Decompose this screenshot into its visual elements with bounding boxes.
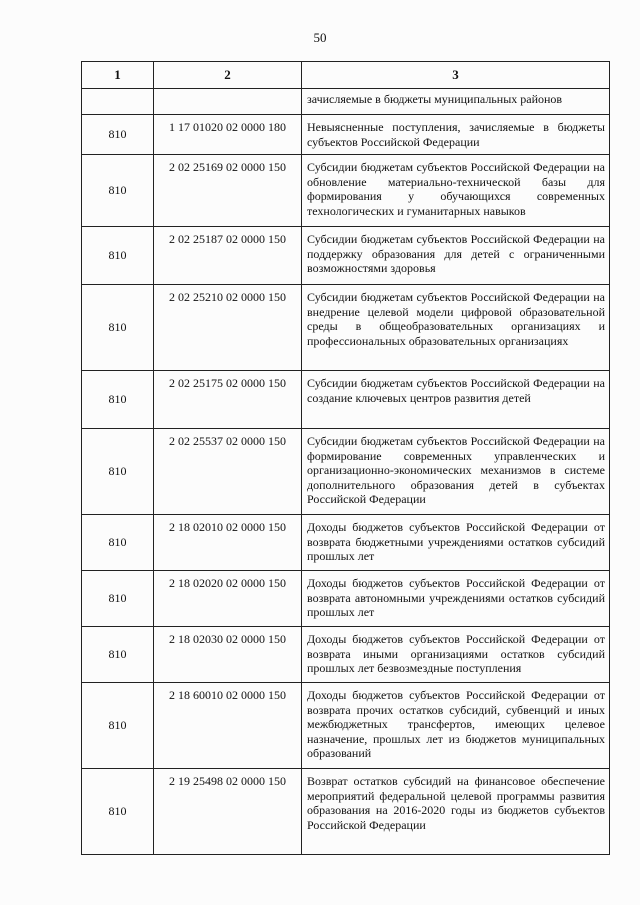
table-row — [82, 683, 610, 769]
continuation-row — [82, 89, 610, 115]
header-col-3: 3 — [302, 62, 610, 89]
table-row — [82, 227, 610, 285]
code-cell: 2 02 25169 02 0000 150 — [154, 155, 302, 227]
code-cell — [154, 89, 302, 115]
admin-cell: 810 — [82, 627, 154, 683]
table-row — [82, 155, 610, 227]
name-cell: Субсидии бюджетам субъектов Российской Федерации на создание ключевых центров развития детей — [302, 371, 610, 429]
admin-cell: 810 — [82, 155, 154, 227]
code-cell: 2 02 25175 02 0000 150 — [154, 371, 302, 429]
table-row — [82, 571, 610, 627]
admin-cell: 810 — [82, 515, 154, 571]
table-row — [82, 115, 610, 155]
name-cell: Доходы бюджетов субъектов Российской Федерации от возврата прочих остатков субсидий, субвенций и иных межбюджетных трансфертов, имеющих целевое назначение, прошлых лет из бюджетов муниципальных образований — [302, 683, 610, 769]
table-row — [82, 429, 610, 515]
table-row — [82, 627, 610, 683]
admin-cell: 810 — [82, 371, 154, 429]
code-cell: 2 18 02010 02 0000 150 — [154, 515, 302, 571]
admin-cell: 810 — [82, 285, 154, 371]
code-cell: 1 17 01020 02 0000 180 — [154, 115, 302, 155]
name-cell: Доходы бюджетов субъектов Российской Федерации от возврата бюджетными учреждениями остатков субсидий прошлых лет — [302, 515, 610, 571]
code-cell: 2 18 02030 02 0000 150 — [154, 627, 302, 683]
name-cell: Возврат остатков субсидий на финансовое обеспечение мероприятий федеральной целевой программы развития образования на 2016-2020 годы из бюджетов субъектов Российской Федерации — [302, 769, 610, 855]
admin-cell: 810 — [82, 429, 154, 515]
table-row — [82, 515, 610, 571]
admin-cell: 810 — [82, 683, 154, 769]
code-cell: 2 02 25187 02 0000 150 — [154, 227, 302, 285]
code-cell: 2 18 02020 02 0000 150 — [154, 571, 302, 627]
name-cell: Субсидии бюджетам субъектов Российской Федерации на обновление материально-технической базы для формирования у обучающихся современных технологических и гуманитарных навыков — [302, 155, 610, 227]
table-row — [82, 371, 610, 429]
name-cell: Доходы бюджетов субъектов Российской Федерации от возврата автономными учреждениями остатков субсидий прошлых лет — [302, 571, 610, 627]
code-cell: 2 18 60010 02 0000 150 — [154, 683, 302, 769]
admin-cell: 810 — [82, 115, 154, 155]
name-cell: зачисляемые в бюджеты муниципальных районов — [302, 89, 610, 115]
code-cell: 2 19 25498 02 0000 150 — [154, 769, 302, 855]
header-col-2: 2 — [154, 62, 302, 89]
page-number: 50 — [313, 30, 327, 45]
admin-cell: 810 — [82, 227, 154, 285]
name-cell: Субсидии бюджетам субъектов Российской Федерации на поддержку образования для детей с ограниченными возможностями здоровья — [302, 227, 610, 285]
code-cell: 2 02 25537 02 0000 150 — [154, 429, 302, 515]
name-cell: Невыясненные поступления, зачисляемые в бюджеты субъектов Российской Федерации — [302, 115, 610, 155]
code-cell: 2 02 25210 02 0000 150 — [154, 285, 302, 371]
header-col-1: 1 — [82, 62, 154, 89]
table-row — [82, 769, 610, 855]
table-row — [82, 285, 610, 371]
name-cell: Субсидии бюджетам субъектов Российской Федерации на внедрение целевой модели цифровой образовательной среды в общеобразовательных организациях и профессиональных образовательных организациях — [302, 285, 610, 371]
header-row — [82, 62, 610, 89]
admin-cell: 810 — [82, 571, 154, 627]
admin-cell: 810 — [82, 769, 154, 855]
name-cell: Доходы бюджетов субъектов Российской Федерации от возврата иными организациями остатков субсидий прошлых лет безвозмездные поступления — [302, 627, 610, 683]
admin-cell — [82, 89, 154, 115]
revenue-codes-table — [81, 61, 610, 855]
name-cell: Субсидии бюджетам субъектов Российской Федерации на формирование современных управленческих и организационно-экономических механизмов в системе дополнительного образования детей в субъектах Российской Федерации — [302, 429, 610, 515]
